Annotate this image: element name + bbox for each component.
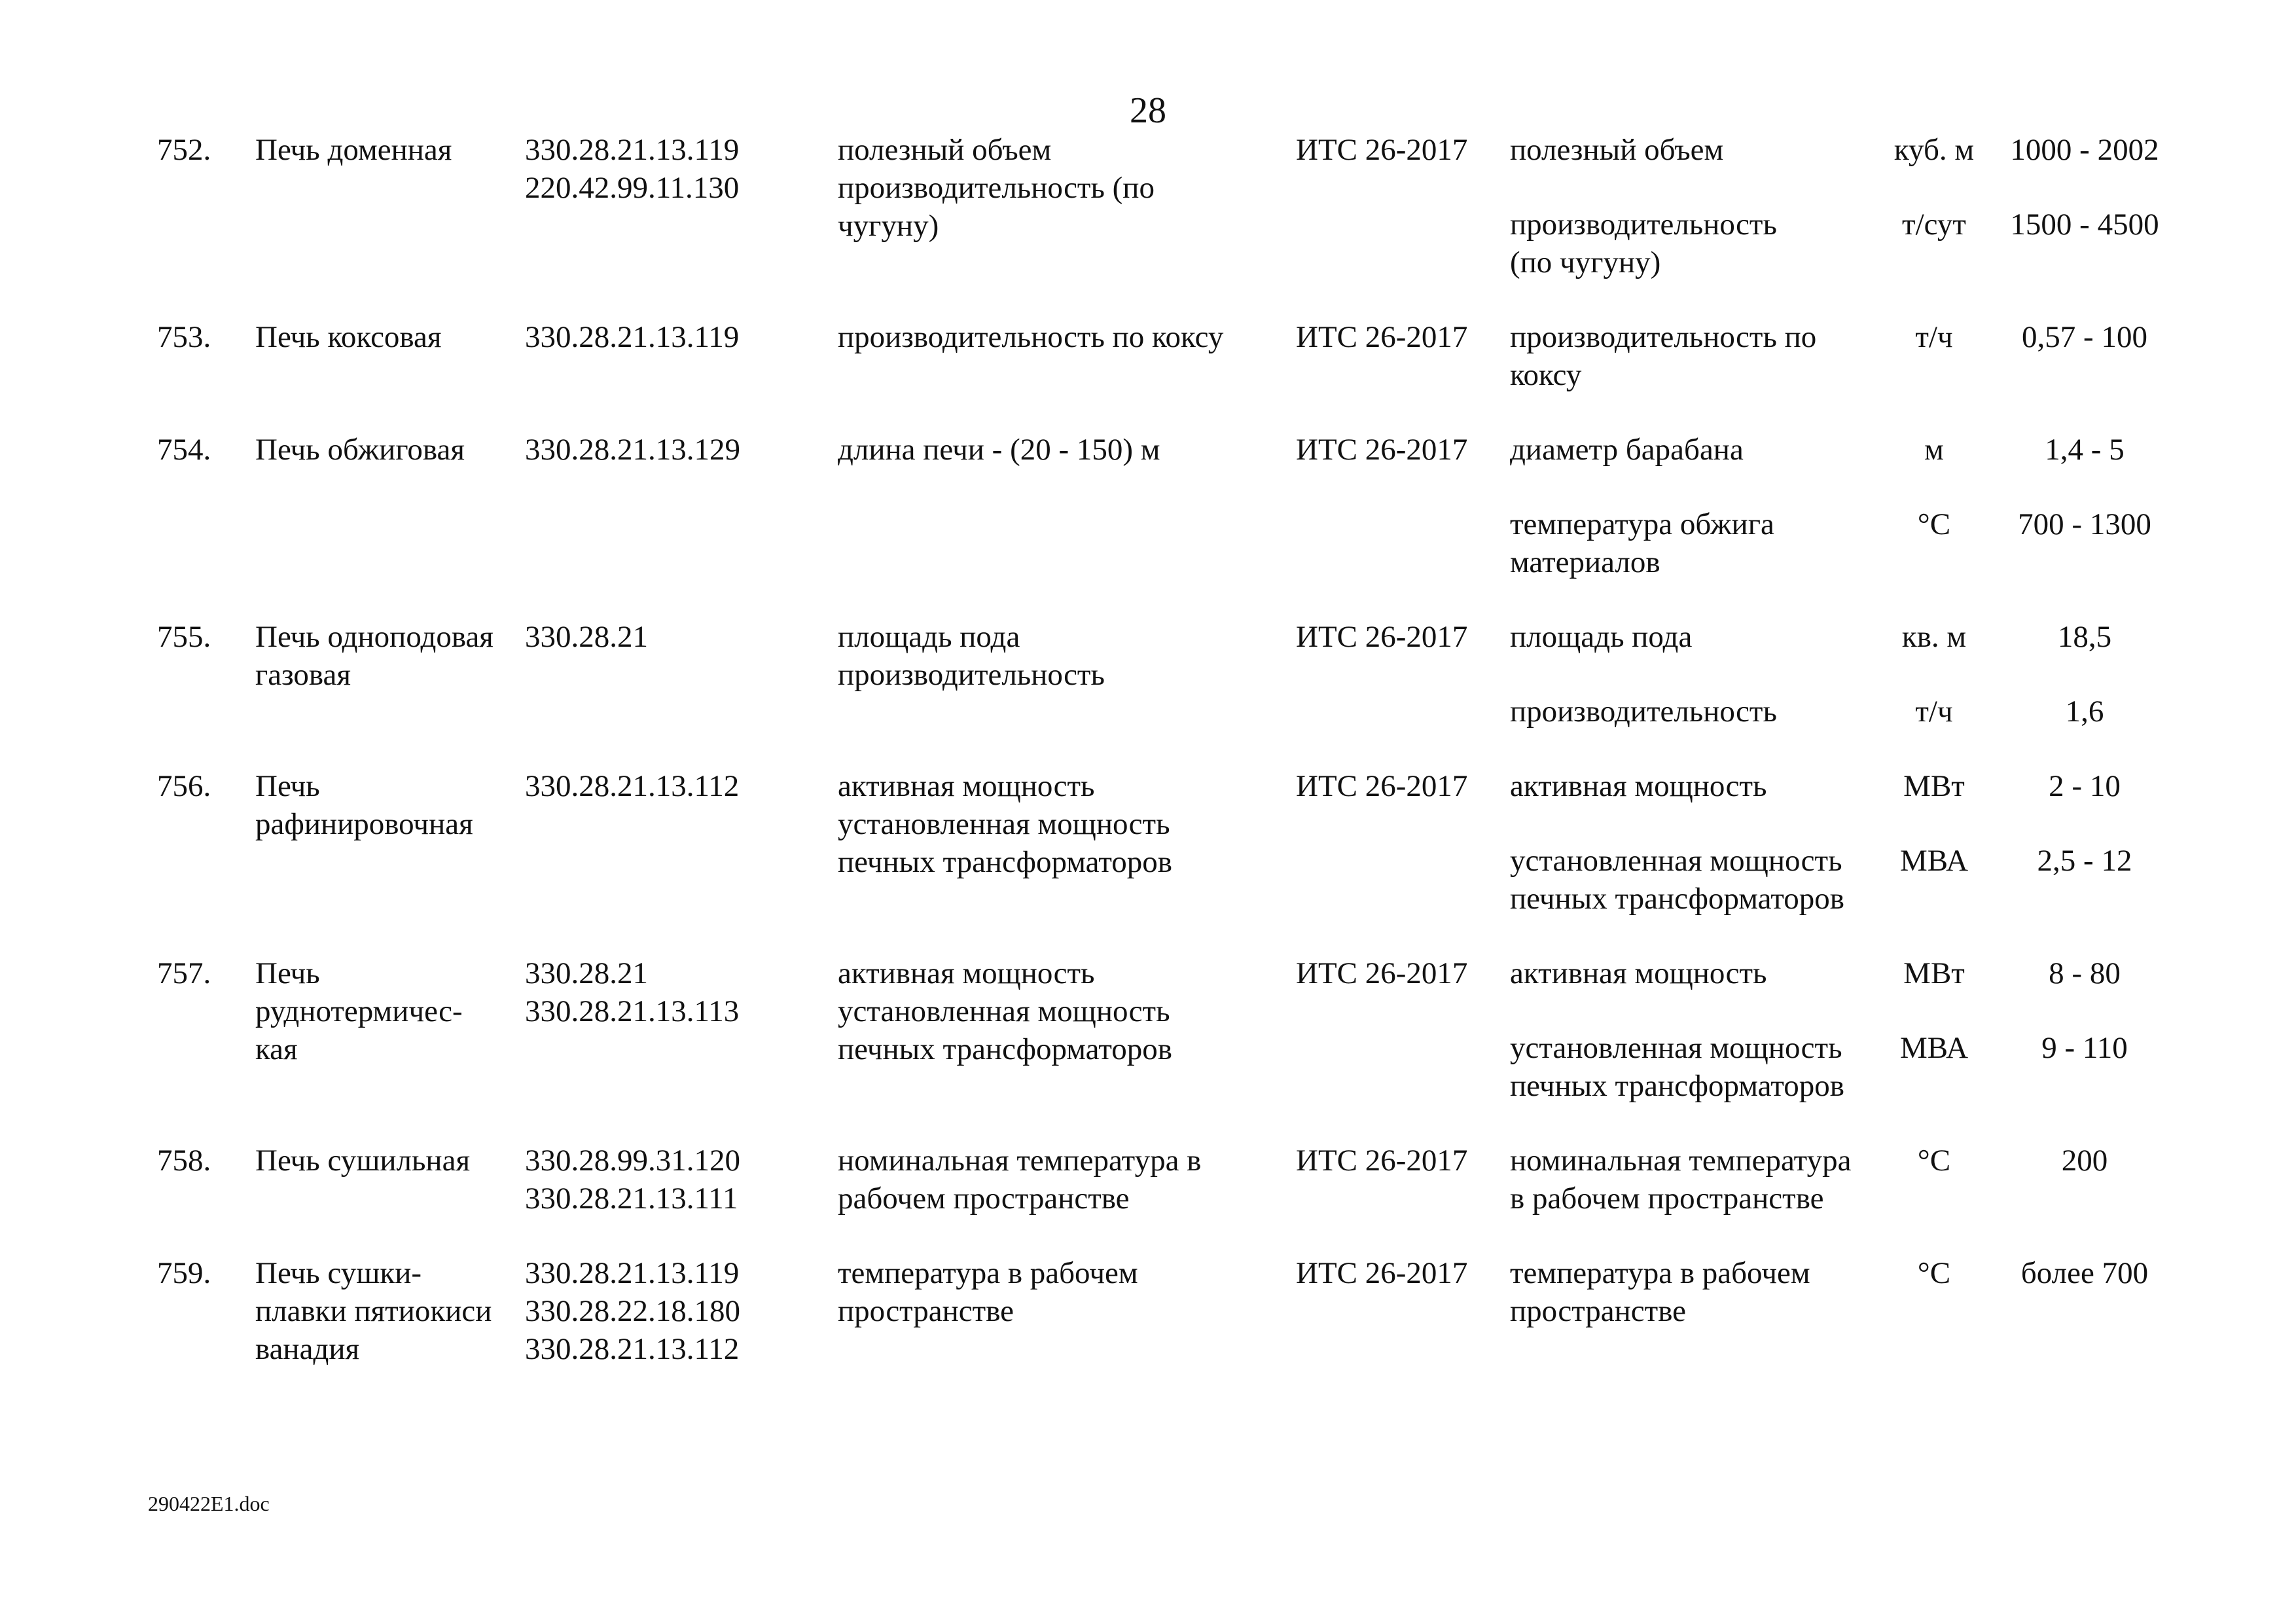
spec-unit: т/ч <box>1915 320 1953 354</box>
okpd-codes: 330.28.21.13.129 <box>525 433 740 467</box>
row-number: 757. <box>157 956 211 990</box>
spec-parameter: производительность по коксу <box>1510 320 1817 392</box>
row-number: 753. <box>157 320 211 354</box>
row-number: 756. <box>157 769 211 803</box>
equipment-name: Печь сушильная <box>255 1144 471 1178</box>
key-parameters: длина печи - (20 - 150) м <box>838 433 1160 467</box>
spec-value: более 700 <box>2020 1256 2149 1290</box>
spec-value: 18,5 <box>2057 620 2112 654</box>
spec-value: 2,5 - 12 <box>2037 844 2132 878</box>
spec-unit: МВА <box>1899 844 1969 878</box>
spec-unit: м <box>1924 433 1944 467</box>
key-parameters: активная мощность установленная мощность печных трансформаторов <box>838 769 1172 879</box>
key-parameters: активная мощность установленная мощность печных трансформаторов <box>838 956 1172 1066</box>
spec-parameter: установленная мощность печных трансформаторов <box>1510 1031 1844 1103</box>
spec-unit: т/ч <box>1915 695 1953 729</box>
row-number: 755. <box>157 620 211 654</box>
spec-parameter: температура обжига материалов <box>1510 507 1774 579</box>
table-row <box>157 1254 2186 1405</box>
spec-value: 1000 - 2002 <box>2010 133 2159 167</box>
spec-parameter: производительность <box>1510 695 1777 729</box>
okpd-codes: 330.28.21.13.119 <box>525 320 740 354</box>
spec-parameter: производительность (по чугуну) <box>1510 208 1777 280</box>
table-body <box>157 131 2186 1405</box>
spec-value: 1500 - 4500 <box>2010 208 2159 242</box>
equipment-name: Печь коксовая <box>255 320 442 354</box>
its-reference: ИТС 26-2017 <box>1296 433 1468 467</box>
equipment-name: Печь одноподовая газовая <box>255 620 493 692</box>
row-number: 759. <box>157 1256 211 1290</box>
spec-unit: МВт <box>1903 769 1965 803</box>
row-number: 752. <box>157 133 211 167</box>
key-parameters: номинальная температура в рабочем пространстве <box>838 1144 1202 1216</box>
table-row <box>157 431 2186 505</box>
table-row <box>157 1142 2186 1254</box>
its-reference: ИТС 26-2017 <box>1296 320 1468 354</box>
its-reference: ИТС 26-2017 <box>1296 769 1468 803</box>
its-reference: ИТС 26-2017 <box>1296 956 1468 990</box>
spec-unit: °С <box>1917 1144 1951 1178</box>
row-number: 758. <box>157 1144 211 1178</box>
spec-value: 8 - 80 <box>2049 956 2121 990</box>
its-reference: ИТС 26-2017 <box>1296 620 1468 654</box>
its-reference: ИТС 26-2017 <box>1296 1256 1468 1290</box>
spec-parameter: установленная мощность печных трансформаторов <box>1510 844 1844 916</box>
key-parameters: полезный объем производительность (по чугуну) <box>838 133 1155 243</box>
spec-value: 2 - 10 <box>2049 769 2121 803</box>
okpd-codes: 330.28.21 <box>525 620 648 654</box>
spec-unit: кв. м <box>1901 620 1967 654</box>
spec-parameter: номинальная температура в рабочем пространстве <box>1510 1144 1852 1216</box>
key-parameters: производительность по коксу <box>838 320 1224 354</box>
spec-value: 1,4 - 5 <box>2045 433 2125 467</box>
spec-parameter: активная мощность <box>1510 956 1767 990</box>
row-number: 754. <box>157 433 211 467</box>
table-row <box>157 954 2186 1029</box>
okpd-codes: 330.28.21 330.28.21.13.113 <box>525 956 740 1028</box>
okpd-codes: 330.28.21.13.119 220.42.99.11.130 <box>525 133 740 205</box>
key-parameters: площадь пода производительность <box>838 620 1105 692</box>
equipment-name: Печь рафинировочная <box>255 769 473 841</box>
okpd-codes: 330.28.99.31.120 330.28.21.13.111 <box>525 1144 740 1216</box>
key-parameters: температура в рабочем пространстве <box>838 1256 1138 1328</box>
spec-parameter: площадь пода <box>1510 620 1693 654</box>
spec-value: 700 - 1300 <box>2018 507 2151 541</box>
spec-parameter: активная мощность <box>1510 769 1767 803</box>
table-row <box>157 767 2186 842</box>
its-reference: ИТС 26-2017 <box>1296 1144 1468 1178</box>
equipment-name: Печь руднотермичес- кая <box>255 956 463 1066</box>
spec-parameter: температура в рабочем пространстве <box>1510 1256 1810 1328</box>
table-row <box>157 618 2186 693</box>
spec-unit: куб. м <box>1893 133 1975 167</box>
table-row <box>157 318 2186 431</box>
spec-unit: °С <box>1917 1256 1951 1290</box>
equipment-name: Печь обжиговая <box>255 433 465 467</box>
equipment-name: Печь сушки- плавки пятиокиси ванадия <box>255 1256 492 1366</box>
okpd-codes: 330.28.21.13.112 <box>525 769 740 803</box>
equipment-table <box>157 131 2186 1405</box>
page-number: 28 <box>1130 90 1166 131</box>
spec-value: 0,57 - 100 <box>2022 320 2147 354</box>
spec-unit: т/сут <box>1902 208 1966 242</box>
table-row <box>157 131 2186 206</box>
file-reference: 290422E1.doc <box>148 1492 270 1515</box>
spec-value: 1,6 <box>2065 695 2104 729</box>
equipment-name: Печь доменная <box>255 133 452 167</box>
spec-value: 200 <box>2061 1144 2108 1178</box>
okpd-codes: 330.28.21.13.119 330.28.22.18.180 330.28.21.13.112 <box>525 1256 740 1366</box>
spec-parameter: диаметр барабана <box>1510 433 1744 467</box>
spec-parameter: полезный объем <box>1510 133 1724 167</box>
spec-value: 9 - 110 <box>2041 1031 2128 1065</box>
spec-unit: °С <box>1917 507 1951 541</box>
spec-unit: МВА <box>1899 1031 1969 1065</box>
spec-unit: МВт <box>1903 956 1965 990</box>
its-reference: ИТС 26-2017 <box>1296 133 1468 167</box>
